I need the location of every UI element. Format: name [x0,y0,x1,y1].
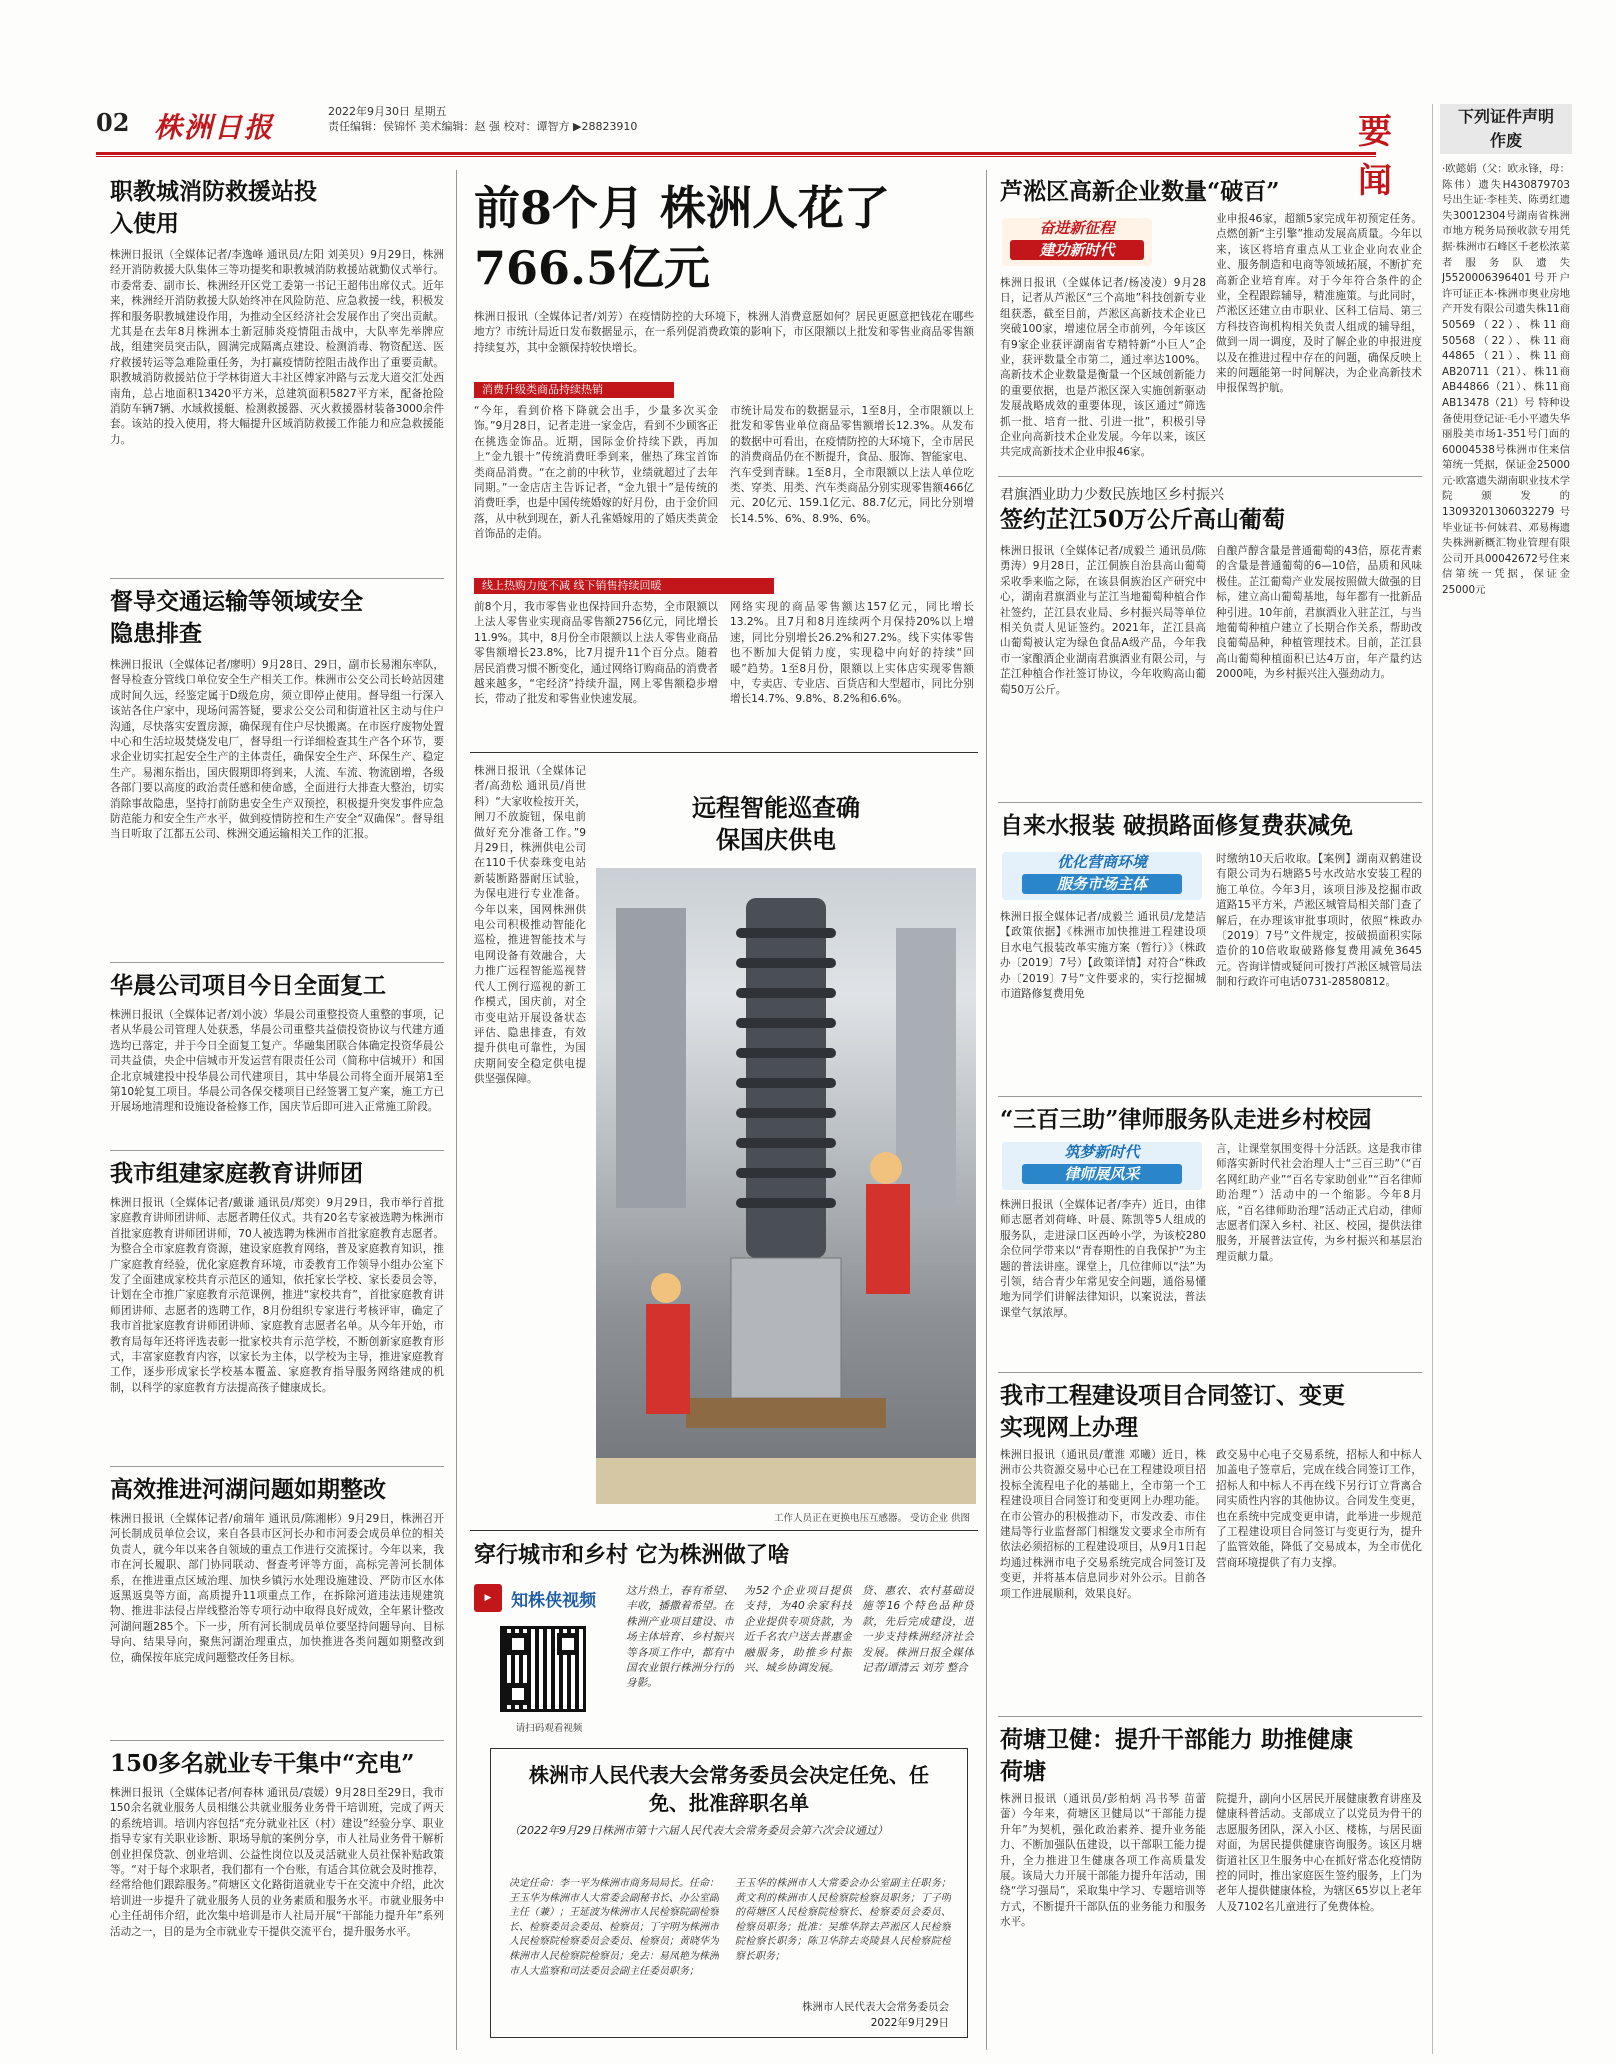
article-body: 株洲日报讯（全媒体记者/李逸峰 通讯员/左阳 刘美贝）9月29日，株洲经开消防救援大队集体三等功提奖和职教城消防救援站就勤仪式举行。市委常委、副市长、株洲经开区党工委第一书记王超伟出席仪式。近年来，株洲经开消防救援大队始终冲在风险防范、应急救援一线，积极发挥和服务职教城建设作用，为推动全区经济社会发展作出了突出贡献。尤其是在去年8月株洲本土新冠肺炎疫情阻击战中，大队率先举牌应战，组建突员突击队，圆满完成隔离点建设、检测消毒、物资配送、医疗救援转运等急难险重任务，为打赢疫情防控阻击战作出了重要贡献。职教城消防救援站位于学林街道大丰社区傅家冲路与云龙大道交汇处西南角，总占地面积13420平方米，总建筑面积5827平方米，配备抢险消防车辆7辆、水域救援艇、检测救援器、灭火救援器材装备3000余件套。该站的投入使用，将大幅提升区域消防救援工作能力和应急救援能力。 [110,249,444,446]
campaign-badge: 奋进新征程 建功新时代 [1002,218,1152,266]
article-title: 签约芷江50万公斤高山葡萄 [1000,506,1286,533]
article-title: 我市组建家庭教育讲师团 [110,1160,363,1187]
article-body-right: 自酿芦醇含量是普通葡萄的43倍，原花青素的含量是普通葡萄的6—10倍，品质和风味极佳。芷江葡萄产业发展按照做大做强的目标，建立高山葡萄基地，每年都有一批新品种引进。10年前，君旗酒业入驻芷江，与当地葡萄种植户建立了长期合作关系，帮助改良葡萄品种，种植管理技术。目前，芷江县高山葡萄种植面积已达4万亩，年产量约达2000吨，为乡村振兴注入强劲动力。 [1216,545,1422,681]
village-column-3: 贷、惠农、农村基础设施等16个特色品种贷款，先后完成建设，进一步支持株洲经济社会发展。株洲日报全媒体记者/谭清云 刘芳 整合 [862,1585,974,1675]
divider [110,578,444,579]
divider [998,1372,1422,1373]
divider [110,1740,444,1741]
article-river-lake [110,1474,444,1736]
lead-headline: 前8个月 株洲人花了766.5亿元 [474,181,891,295]
article-family-education [110,1158,444,1462]
divider [998,1096,1422,1097]
lead-intro: 株洲日报讯（全媒体记者/刘芳）在疫情防控的大环境下，株洲人消费意愿如何？居民更愿意把钱花在哪些地方？市统计局近日发布数据显示，在一系列促消费政策的影响下，市区限额以上批发和零售业商品零售额持续复苏，其中金额保持较快增长。 [474,311,974,354]
power-title: 远程智能巡查确保国庆供电 [692,793,860,854]
divider [998,1716,1422,1717]
subhead-bar: 线上热购力度不减 线下销售持续回暖 [474,578,774,594]
lead-column-3: 前8个月，我市零售业也保持回升态势，全市限额以上法人零售业实现商品零售额2756亿元，同比增长11.9%。其中，8月份全市限额以上法人零售业商品零售额增长23.8%，比7月提升11个百分点。随着居民消费习惯不断变化，通过网络订购商品的消费者越来越多，“宅经济”持续升温，网上零售额稳步增长，带动了批发和零售业快速发展。 [474,601,718,706]
notice-column-2: 王玉华的株洲市人大常委会办公室副主任职务；黄文利的株洲市人民检察院检察员职务；丁子明的荷塘区人民检察院检察长、检察委员会委员、检察员职务；批准：吴维华辞去芦淞区人民检察院检察长职务；陈卫华辞去炎陵县人民检察院检察长职务； [735,1878,951,1962]
masthead-rule [96,152,1376,155]
notice-column-1: 决定任命：李一平为株洲市商务局局长。任命：王玉华为株洲市人大常委会副秘书长、办公室副主任（兼）；王延波为株洲市人民检察院副检察长、检察委员会委员、检察员；丁宇明为株洲市人民检察院检察委员会委员、检察员；黄晓华为株洲市人民检察院检察员；免去：易凤艳为株洲市人大监察和司法委员会副主任委员职务； [509,1878,719,1977]
video-logo-icon: ▶ [474,1584,502,1612]
article-fire-station [110,176,444,574]
issue-date: 2022年9月30日 星期五 [328,105,447,118]
article-body: 株洲日报讯（全媒体记者/廖明）9月28日、29日，副市长易湘东率队，督导检查分管线口单位安全生产相关工作。株洲市公交公司长岭站因建成时间久远，经鉴定属于D级危房，须立即停止使用。督导组一行深入该站各住户家中，现场问需答疑，要求公交公司和街道社区主动与住户沟通，尽快落实安置房源，确保现有住户尽快搬离。在市医疗废物处置中心和生活垃圾焚烧发电厂，督导组一行详细检查其生产各个环节，要求企业切实扛起安全生产的主体责任，确保安全生产、环保生产、稳定生产。易湘东指出，国庆假期即将到来，人流、车流、物流剧增，各级各部门要以高度的政治责任感和使命感，全面进行大排查大整治，切实消除事故隐患，坚持打前防患安全生产双预控，积极提升突发事件应急防范能力和安全生产水平，做到疫情防控和生产安全“双确保”。督导组当日听取了江都五公司、株洲交通运输相关工作的汇报。 [110,659,444,841]
left-column-divider [456,170,457,2050]
divider [998,802,1422,803]
divider [110,1466,444,1467]
sidebar-divider [1432,104,1433,2054]
power-photo [596,868,976,1504]
article-title: 荷塘卫健：提升干部能力 助推健康荷塘 [1000,1726,1354,1785]
video-badge [474,1584,624,1614]
photo-caption: 工作人员正在更换电压互感器。 受访企业 供图 [773,1513,970,1524]
article-body-left: 株洲日报讯（通讯员/彭柏炳 冯书琴 苗蕾蕾）今年来，荷塘区卫健局以“干部能力提升年”为契机，强化政治素养、提升业务能力、不断加强队伍建设，以干部职工能力提升，全力推进卫生健康各项工作高质量发展。该局大力开展干部能力提升年活动，围绕“学习强局”，采取集中学习、专题培训等方式，不断提升干部队伍的业务能力和服务水平。 [1000,1793,1206,1929]
notice-box [490,1748,968,2038]
power-equipment-illustration [596,868,976,1504]
article-body: 株洲日报讯（全媒体记者/戴谦 通讯员/郑奕）9月29日，我市举行首批家庭教育讲师团讲师、志愿者聘任仪式。共有20名专家被选聘为株洲市首批家庭教育讲师团讲师，70人被选聘为株洲市首批家庭教育志愿者。为整合全市家庭教育资源，建设家庭教育网络，普及家庭教育知识，推广家庭教育经验，优化家庭教育环境，市委教育工作领导小组办公室下发了全面建成家校共育示范区的通知，依托家长学校、家长委员会等，计划在全市推广家庭教育示范课例，推进“家校共育”，首批家庭教育讲师团讲师、志愿者的选聘工作，8月份组织专家进行考核评审，确定了我市首批家庭教育讲师团讲师、家庭教育志愿者名单。从今年开始，市教育局每年还将评选表彰一批家校共育示范学校，不断创新家庭教育形式，丰富家庭教育内容，以家长为主体，以学校为主导，推进家庭教育工作，逐步形成家长学校基本覆盖、家庭教育指导服务网络建成的机制，以科学的家庭教育方法提高孩子健康成长。 [110,1197,444,1394]
newspaper-logo: 株洲日报 [154,111,275,144]
video-channel-name: 知株侠视频 [511,1590,597,1611]
issue-info [328,104,637,134]
article-huachen-resume [110,970,444,1148]
article-body-left: 株洲日报讯（全媒体记者/李卉）近日，由律师志愿者刘荷峰、叶晨、陈凯等5人组成的服务队，走进渌口区西岭小学，为该校280余位同学带来以“青春期性的自我保护”为主题的普法讲座。课堂上，几位律师以“法”为引领，结合青少年常见安全问题，通俗易懂地为同学们讲解法律知识，以案说法，普法课堂气氛浓厚。 [1000,1199,1206,1319]
article-body-right: 业申报46家，超额5家完成年初预定任务。点燃创新“主引擎”推动发展高质量。今年以来，该区将培育重点从工业企业向农业企业、服务制造和电商等领域拓展，不断扩充高新企业培育库。对于今年符合条件的企业，全程跟踪辅导，精准施策。与此同时，芦淞区还建立由市职业、区科工信局、第三方科技咨询机构相关负责人组成的辅导组，做到一周一调度，及时了解企业的申报进度以及在推进过程中存在的问题，确保反映上来的问题能第一时间解决，为企业高新技术申报保驾护航。 [1216,213,1422,395]
article-kicker: 君旗酒业助力少数民族地区乡村振兴 [1000,487,1224,503]
village-title: 穿行城市和乡村 它为株洲做了啥 [474,1542,790,1568]
article-traffic-safety [110,586,444,956]
article-title: 自来水报装 破损路面修复费获减免 [1000,812,1354,839]
article-body-left: 株洲日报全媒体记者/成毅兰 通讯员/龙楚洁【政策依据】《株洲市加快推进工程建设项目水电气报装改革实施方案（暂行）》（株政办〔2019〕7号）【政策详情】对符合“株政办〔2019〕7号”文件要求的，实行挖掘城市道路修复费用免 [1000,911,1206,1001]
campaign-badge: 优化营商环境 服务市场主体 [1002,852,1202,900]
article-body: 株洲日报讯（全媒体记者/何春林 通讯员/袁媛）9月28日至29日，我市150余名就业服务人员相继公共就业服务业务骨干培训班，完成了两天的系统培训。培训内容包括“充分就业社区（村）建设”经验分享、职业指导专家有关职业诊断、职场导航的案例分享，市人社局业务骨干解析创业担保贷款、创业培训、公益性岗位以及灵活就业人员社保补贴政策等。“对于每个求职者，我们都有一个台账，有适合其位就会及时推荐，经常给他们跟踪服务。”荷塘区文化路街道就业专干在交流中介绍，此次培训进一步提升了就业服务人员的业务素质和服务水平。市就业服务中心主任胡伟介绍，此次集中培训是市人社局开展“干部能力提升年”系列活动之一，目的是为全市就业专干提供交流平台，提升服务水平。 [110,1787,444,1938]
sidebar-notices: ·欧懿娟（父：欧永锋，母：陈伟）遗失H430879703号出生证·李桂芙、陈勇红遗失30012304号湖南省株洲市地方税务局预收款专用凭据·株洲市石峰区千老松浓菜者服务队遗失J5520006396401号开户许可证正本·株洲市奥业房地产开发有限公司遗失株11商50569（22）、株11商50568（22）、株11商44865（21）、株11商AB20711（21）、株11商AB44866（21）、株11商AB13478（21）号 特种设备使用登记证·毛小平遗失华丽股美市场1-351号门面的60004538号株洲市住来信第统一凭据，保证金25000元·欧富遗失湖南职业技术学院颁发的13093201306032279号毕业证书·何妹君、邓易梅遗失株洲新概汇物业管理有限公司开具00042672号住来信第统一凭据，保证金25000元 [1442,163,1570,597]
notice-title: 株洲市人民代表大会常务委员会决定任免、任免、批准辞职名单 [529,1763,929,1815]
article-title: 高效推进河湖问题如期整改 [110,1476,386,1503]
subhead-bar: 消费升级类商品持续热销 [474,382,674,398]
article-title: 职教城消防救援站投入使用 [110,178,317,237]
divider [470,1530,978,1531]
lead-column-1: “今年，看到价格下降就会出手，少量多次买金饰。”9月28日，记者走进一家金店，看到不少顾客正在挑选金饰品。近期，国际金价持续下跌，再加上“金九银十”传统消费旺季到来，催热了珠宝首饰类商品消费。“在之前的中秋节，业绩就超过了去年同期。”一金店店主告诉记者，“金九银十”是传统的消费旺季，也是中国传统婚嫁的好月份，由于金价回落，从中秋到现在，新人孔雀婚嫁用的了婚庆类黄金首饰品的走俏。 [474,405,718,541]
lead-column-2: 市统计局发布的数据显示，1至8月，全市限额以上批发和零售业单位商品零售额增长12.3%。从发布的数据中可看出，在疫情防控的大环境下，全市居民的消费商品仍在不断提升，食品、服饰、智能家电、汽车受到青睐。1至8月，全市限额以上法人单位吃类、穿类、用类、汽车类商品分别实现零售额466亿元、20亿元、159.1亿元、88.7亿元，同比分别增长14.5%、6%、8.9%、6%。 [730,405,974,525]
divider [998,476,1422,477]
article-body-right: 言，让课堂氛围变得十分活跃。这是我市律师落实新时代社会治理人士“三百三助”（“百名网红助产业”“百名专家助创业”“百名律师助治理”）活动中的一个缩影。今年8月底，“百名律师助治理”活动正式启动，律师志愿者们深入乡村、社区、校园，提供法律服务，开展普法宣传，为乡村振兴和基层治理贡献力量。 [1216,1143,1422,1263]
article-body-left: 株洲日报讯（全媒体记者/成毅兰 通讯员/陈勇涛）9月28日，芷江侗族自治县高山葡萄采收季来临之际，在该县侗族治区产研究中心，湖南君旗酒业与芷江当地葡萄种植合作社签约，芷江县农业局、乡村振兴局等单位相关负责人见证签约。2021年，芷江县高山葡萄被认定为绿色食品A级产品，今年我市一家酿酒企业湖南君旗酒业有限公司，与芷江种植合作社签订协议，今年收购高山葡萄50万公斤。 [1000,545,1206,696]
article-body-right: 政交易中心电子交易系统，招标人和中标人加盖电子签章后，完成在线合同签订工作，招标人和中标人不再在线下另行订立背离合同实质性内容的其他协议。合同发生变更，也在系统中完成变更申请，此举进一步规范了工程建设项目合同签订与变更行为，提升了监管效能，降低了交易成本，为全市优化营商环境提供了有力支撑。 [1216,1449,1422,1569]
editor-credits: 责任编辑：侯锦怀 美术编辑：赵 强 校对：谭智方 ▶28823910 [328,120,638,133]
article-title: 督导交通运输等领域安全隐患排查 [110,588,363,647]
article-body-left: 株洲日报讯（通讯员/董淮 邓曦）近日，株洲市公共资源交易中心已在工程建设项目招投标全流程电子化的基础上，全市第一个工程建设项目合同签订和变更网上办理功能。在市公管办的积极推动下，市发改委、市住建局等行业监督部门相继发文要求全市所有依法必须招标的工程建设项目，从9月1日起均通过株洲市电子交易系统完成合同签订及变更，并将基本信息同步对外公示。目前各项工作进展顺利，效果良好。 [1000,1449,1206,1600]
article-body: 株洲日报讯（全媒体记者/俞瑞年 通讯员/陈湘彬）9月29日，株洲召开河长制成员单位会议，来自各县市区河长办和市河委会成员单位的相关负责人，就今年以来各自领域的重点工作进行交流探讨。今年以来，我市在河长履职、部门协同联动、督查考评等方面，高标完善河长制体系，在推进重点区域治理、加快乡镇污水处理设施建设、严防市区水体返黑返臭等方面，高质提升11项重点工作，在拆除河道违法违规建筑物、推进非法侵占岸线整治等专项行动中取得良好成效，全年累计整改河湖问题285个。下一步，所有河长制成员单位要坚持问题导向、目标导向、结果导向，聚焦河湖治理重点，加快推进各类问题如期整改到位，确保按年底完成问题整改任务目标。 [110,1513,444,1664]
article-body-left: 株洲日报讯（全媒体记者/杨凌凌）9月28日，记者从芦淞区“三个高地”科技创新专业组获悉，截至目前，芦淞区高新技术企业已突破100家，增速位居全市前列，今年该区有9家企业获评湖南省专精特新“小巨人”企业，获评数量全市第二，通过率达100%。高新技术企业数量是衡量一个区域创新能力的重要依据，也是芦淞区深入实施创新驱动发展战略成效的重要体现，该区通过“筛选抓一批、培育一批、引进一批”，积极引导企业向高新技术企业发展。今年以来，该区共完成高新技术企业申报46家。 [1000,277,1206,459]
power-article-body: 株洲日报讯（全媒体记者/高劲松 通讯员/肖世科）“大家收检按开关，闸刀不放旋钮，保电前做好充分准备工作。”9月29日，株洲供电公司在110千伏泰珠变电站新装断路器耐压试验，为保电进行专业准备。今年以来，国网株洲供电公司积极推动智能化巡检，推进智能技术与电网设备有效融合，大力推广远程智能巡视替代人工例行巡视的新工作模式，国庆前，对全市变电站开展设备状态评估、隐患排查，有效提升供电可靠性，为国庆期间安全稳定供电提供坚强保障。 [474,765,586,1086]
section-title: 要闻 [1358,112,1392,201]
page-number: 02 [96,108,130,137]
article-title: 我市工程建设项目合同签订、变更实现网上办理 [1000,1382,1345,1441]
village-column-2: 为52个企业项目提供支持，为40余家科技企业提供专项贷款，为近千名农户送去普惠金融服务，助推乡村振兴、城乡协调发展。 [744,1585,852,1675]
article-title: 华晨公司项目今日全面复工 [110,972,386,999]
article-title: 芦淞区高新企业数量“破百” [1000,178,1280,205]
divider [110,1150,444,1151]
village-column-1: 这片热土，春有希望、丰收，播撒着希望。在株洲产业项目建设、市场主体培育、乡村振兴等各项工作中，都有中国农业银行株洲分行的身影。 [626,1585,734,1690]
article-body-right: 时缴纳10天后收取。【案例】湖南双鹤建设有限公司为石塘路5号水改站水安装工程的施工单位。今年3月，该项目涉及挖掘市政道路15平方米，芦淞区城管局相关部门查了解后，在办理该审批事项时，依照“株政办〔2019〕7号”文件规定，按破损面积实际造价的10倍收取破路修复费用减免3645元。咨询详情或疑问可拨打芦淞区城管局法制和行政许可电话0731-28580812。 [1216,853,1422,989]
masthead-rule-thin [96,156,1376,157]
qr-code[interactable] [500,1626,586,1712]
right-column-divider [986,170,987,2050]
lead-column-4: 网络实现的商品零售额达157亿元，同比增长13.2%。且7月和8月连续两个月保持20%以上增速，同比分别增长26.2%和27.2%。线下实体零售也不断加大促销力度，实现稳中向好的持续“回暖”趋势。1至8月份，限额以上实体店实现零售额中，专卖店、专业店、百货店和大型超市，同比分别增长14.7%、9.8%、8.2%和6.6%。 [730,601,974,706]
campaign-badge: 筑梦新时代 律师展风采 [1002,1142,1202,1190]
article-title: “三百三助”律师服务队走进乡村校园 [1000,1106,1372,1133]
article-body: 株洲日报讯（全媒体记者/刘小波）华晨公司重整投资人重整的事项，记者从华晨公司管理人处获悉，华晨公司重整共益债投资协议与代建方通选均已落定，并于今日全面复工复产。华融集团联合体确定投资华晨公司共益债，央企中信城市开发运营有限责任公司（简称中信城开）和国企北京城建投中投华晨公司代建项目，其中华晨公司将全面开展第1至第10轮复工项目。华晨公司各保交楼项目已经签署工复产案，施工方已开展场地清理和设施设备检修工作，国庆节后即可进入正常施工阶段。 [110,1009,444,1114]
notice-date: 2022年9月29日 [870,2017,949,2029]
notice-signer: 株洲市人民代表大会常务委员会 [802,2001,949,2013]
article-body-right: 院提升，副向小区居民开展健康教育讲座及健康科普活动。支部成立了以党员为骨干的志愿服务团队，深入小区、楼栋，与居民面对面，为居民提供健康咨询服务。该区月塘街道社区卫生服务中心在抓好常态化疫情防控的同时，推出家庭医生签约服务，上门为老年人提供健康体检，为辖区65岁以上老年人及7102名儿童进行了免费体检。 [1216,1793,1422,1913]
divider [470,752,978,753]
divider [110,962,444,963]
notice-subtitle: （2022年9月29日株洲市第十六届人民代表大会常务委员会第六次会议通过） [509,1824,888,1837]
qr-caption: 请扫码观看视频 [515,1723,583,1734]
sidebar-title: 下列证件声明作废 [1440,104,1572,154]
article-employment-training [110,1748,444,2030]
article-title: 150多名就业专干集中“充电” [110,1750,415,1777]
